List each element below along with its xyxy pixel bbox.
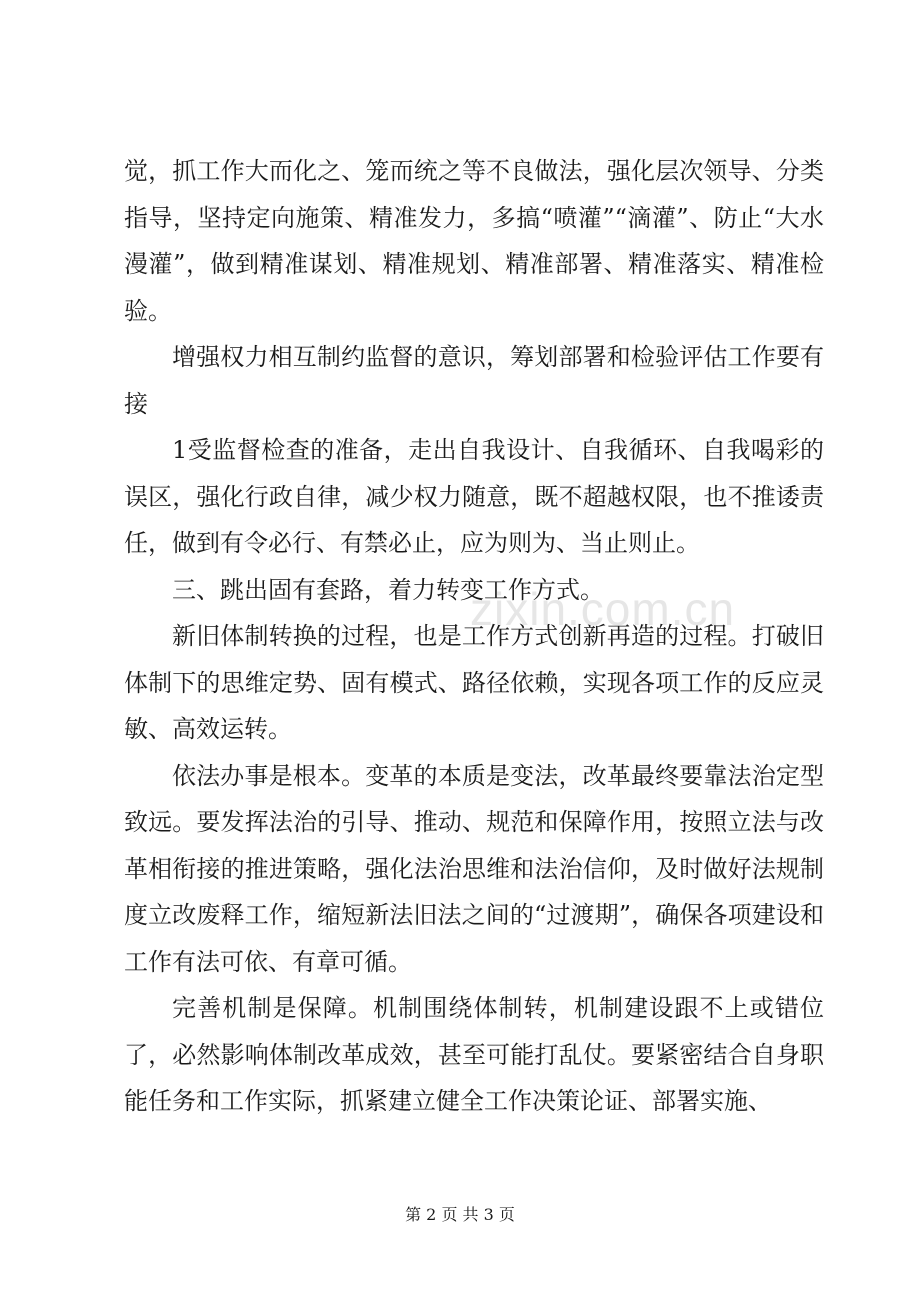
section-heading: 三、跳出固有套路，着力转变工作方式。 [172,575,604,604]
watermark: zixin.com.cn [470,583,736,635]
paragraph-3: 1受监督检查的准备，走出自我设计、自我循环、自我喝彩的误区，强化行政自律，减少权力随意，既不超越权限，也不推诿责任，做到有令必行、有禁必止，应为则为、当止则止。 [124,436,824,557]
paragraph-5: 依法办事是根本。变革的本质是变法，改革最终要靠法治定型致远。要发挥法治的引导、推动、规范和保障作用，按照立法与改革相衔接的推进策略，强化法治思维和法治信仰，及时做好法规制度立改废释工作，缩短新法旧法之间的“过渡期”，确保各项建设和工作有法可依、有章可循。 [124,761,824,976]
document-body [124,148,824,1125]
paragraph-1: 觉，抓工作大而化之、笼而统之等不良做法，强化层次领导、分类指导，坚持定向施策、精准发力，多搞“喷灌”“滴灌”、防止“大水漫灌”，做到精准谋划、精准规划、精准部署、精准落实、精准检验。 [124,157,824,325]
paragraph-6: 完善机制是保障。机制围绕体制转，机制建设跟不上或错位了，必然影响体制改革成效，甚至可能打乱仗。要紧密结合自身职能任务和工作实际，抓紧建立健全工作决策论证、部署实施、 [124,994,824,1115]
page-footer: 第 2 页 共 3 页 [405,1205,515,1224]
paragraph-4: 新旧体制转换的过程，也是工作方式创新再造的过程。打破旧体制下的思维定势、固有模式、路径依赖，实现各项工作的反应灵敏、高效运转。 [124,622,824,743]
paragraph-2: 增强权力相互制约监督的意识，筹划部署和检验评估工作要有接 [124,343,824,418]
